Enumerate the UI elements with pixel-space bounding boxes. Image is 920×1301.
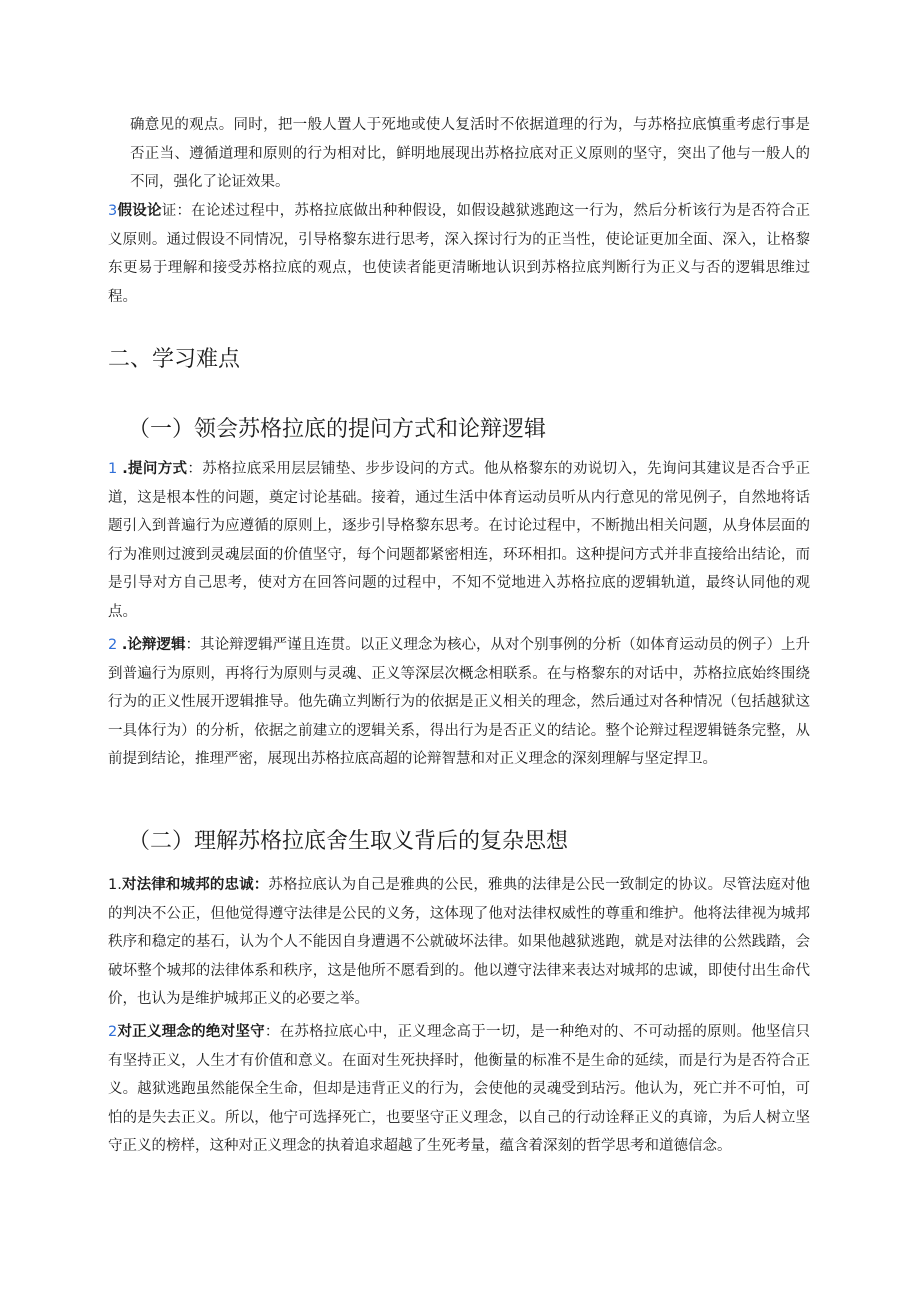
list-item-label: .提问方式 [122,461,188,477]
list-item-text: ：在苏格拉底心中，正义理念高于一切，是一种绝对的、不可动摇的原则。他坚信只有坚持正义，人生才有价值和意义。在面对生死抉择时，他衡量的标准不是生命的延续，而是行为是否符合正义。越狱逃跑虽然能保全生命，但却是违背正义的行为，会使他的灵魂受到玷污。他认为，死亡并不可怕，可怕的是失去正义。所以，他宁可选择死亡，也要坚守正义理念，以自己的行动诠释正义的真谛，为后人树立坚守正义的榜样，这种对正义理念的执着追求超越了生死考量，蕴含着深刻的哲学思考和道德信念。 [108,1024,811,1154]
list-item-label: 假设论 [117,203,162,219]
list-item-text: ：其论辩逻辑严谨且连贯。以正义理念为核心，从对个别事例的分析（如体育运动员的例子）上升到普遍行为原则，再将行为原则与灵魂、正义等深层次概念相联系。在与格黎东的对话中，苏格拉底始终围绕行为的正义性展开逻辑推导。他先确立判断行为的依据是正义相关的理念，然后通过对各种情况（包括越狱这一具体行为）的分析，依据之前建立的逻辑关系，得出行为是否正义的结论。整个论辩过程逻辑链条完整，从前提到结论，推理严密，展现出苏格拉底高超的论辩智慧和对正义理念的深刻理解与坚定捍卫。 [108,637,811,767]
list-item-argument-logic [108,631,810,774]
list-item-text: 证：在论述过程中，苏格拉底做出种种假设，如假设越狱逃跑这一行为，然后分析该行为是否符合正义原则。通过假设不同情况，引导格黎东进行思考，深入探讨行为的正当性，使论证更加全面、深入，让格黎东更易于理解和接受苏格拉底的观点，也使读者能更清晰地认识到苏格拉底判断行为正义与否的逻辑思维过程。 [108,203,811,305]
list-item-text: 苏格拉底认为自己是雅典的公民，雅典的法律是公民一致制定的协议。尽管法庭对他的判决不公正，但他觉得遵守法律是公民的义务，这体现了他对法律权威性的尊重和维护。他将法律视为城邦秩序和稳定的基石，认为个人不能因自身遭遇不公就破坏法律。如果他越狱逃跑，就是对法律的公然践踏，会破坏整个城邦的法律体系和秩序，这是他所不愿看到的。他以遵守法律来表达对城邦的忠诚，即使付出生命代价，也认为是维护城邦正义的必要之举。 [108,877,811,1007]
intro-text: 确意见的观点。同时，把一般人置人于死地或使人复活时不依据道理的行为，与苏格拉底慎重考虑行事是否正当、遵循道理和原则的行为相对比，鲜明地展现出苏格拉底对正义原则的坚守，突出了他与一般人的不同，强化了论证效果。 [130,117,810,190]
list-number: 3 [108,203,118,219]
list-item-label: 对正义理念的绝对坚守 [117,1024,265,1040]
intro-paragraph [130,111,810,197]
list-item-questioning-style [108,455,810,626]
list-item-law-loyalty [108,871,810,1014]
list-item-label: 对法律和城邦的忠诚： [121,877,269,893]
list-number: 2 [108,637,118,653]
list-number: 1 [108,461,118,477]
list-item-justice-commitment [108,1018,810,1161]
section-heading-difficulties: 二、学习难点 [108,347,241,372]
list-item-hypothesis [108,197,810,311]
list-item-label: .论辩逻辑 [121,637,186,653]
subsection-heading-sacrifice: （二）理解苏格拉底舍生取义背后的复杂思想 [128,829,569,854]
list-item-text: ：苏格拉底采用层层铺垫、步步设问的方式。他从格黎东的劝说切入，先询问其建议是否合乎正道，这是根本性的问题，奠定讨论基础。接着，通过生活中体育运动员听从内行意见的常见例子，自然地将话题引入到普遍行为应遵循的原则上，逐步引导格黎东思考。在讨论过程中，不断抛出相关问题，从身体层面的行为准则过渡到灵魂层面的价值坚守，每个问题都紧密相连，环环相扣。这种提问方式并非直接给出结论，而是引导对方自己思考，使对方在回答问题的过程中，不知不觉地进入苏格拉底的逻辑轨道，最终认同他的观点。 [108,461,810,620]
list-number: 2 [108,1024,118,1040]
list-number: 1. [108,877,122,893]
subsection-heading-questioning: （一）领会苏格拉底的提问方式和论辩逻辑 [128,417,547,442]
